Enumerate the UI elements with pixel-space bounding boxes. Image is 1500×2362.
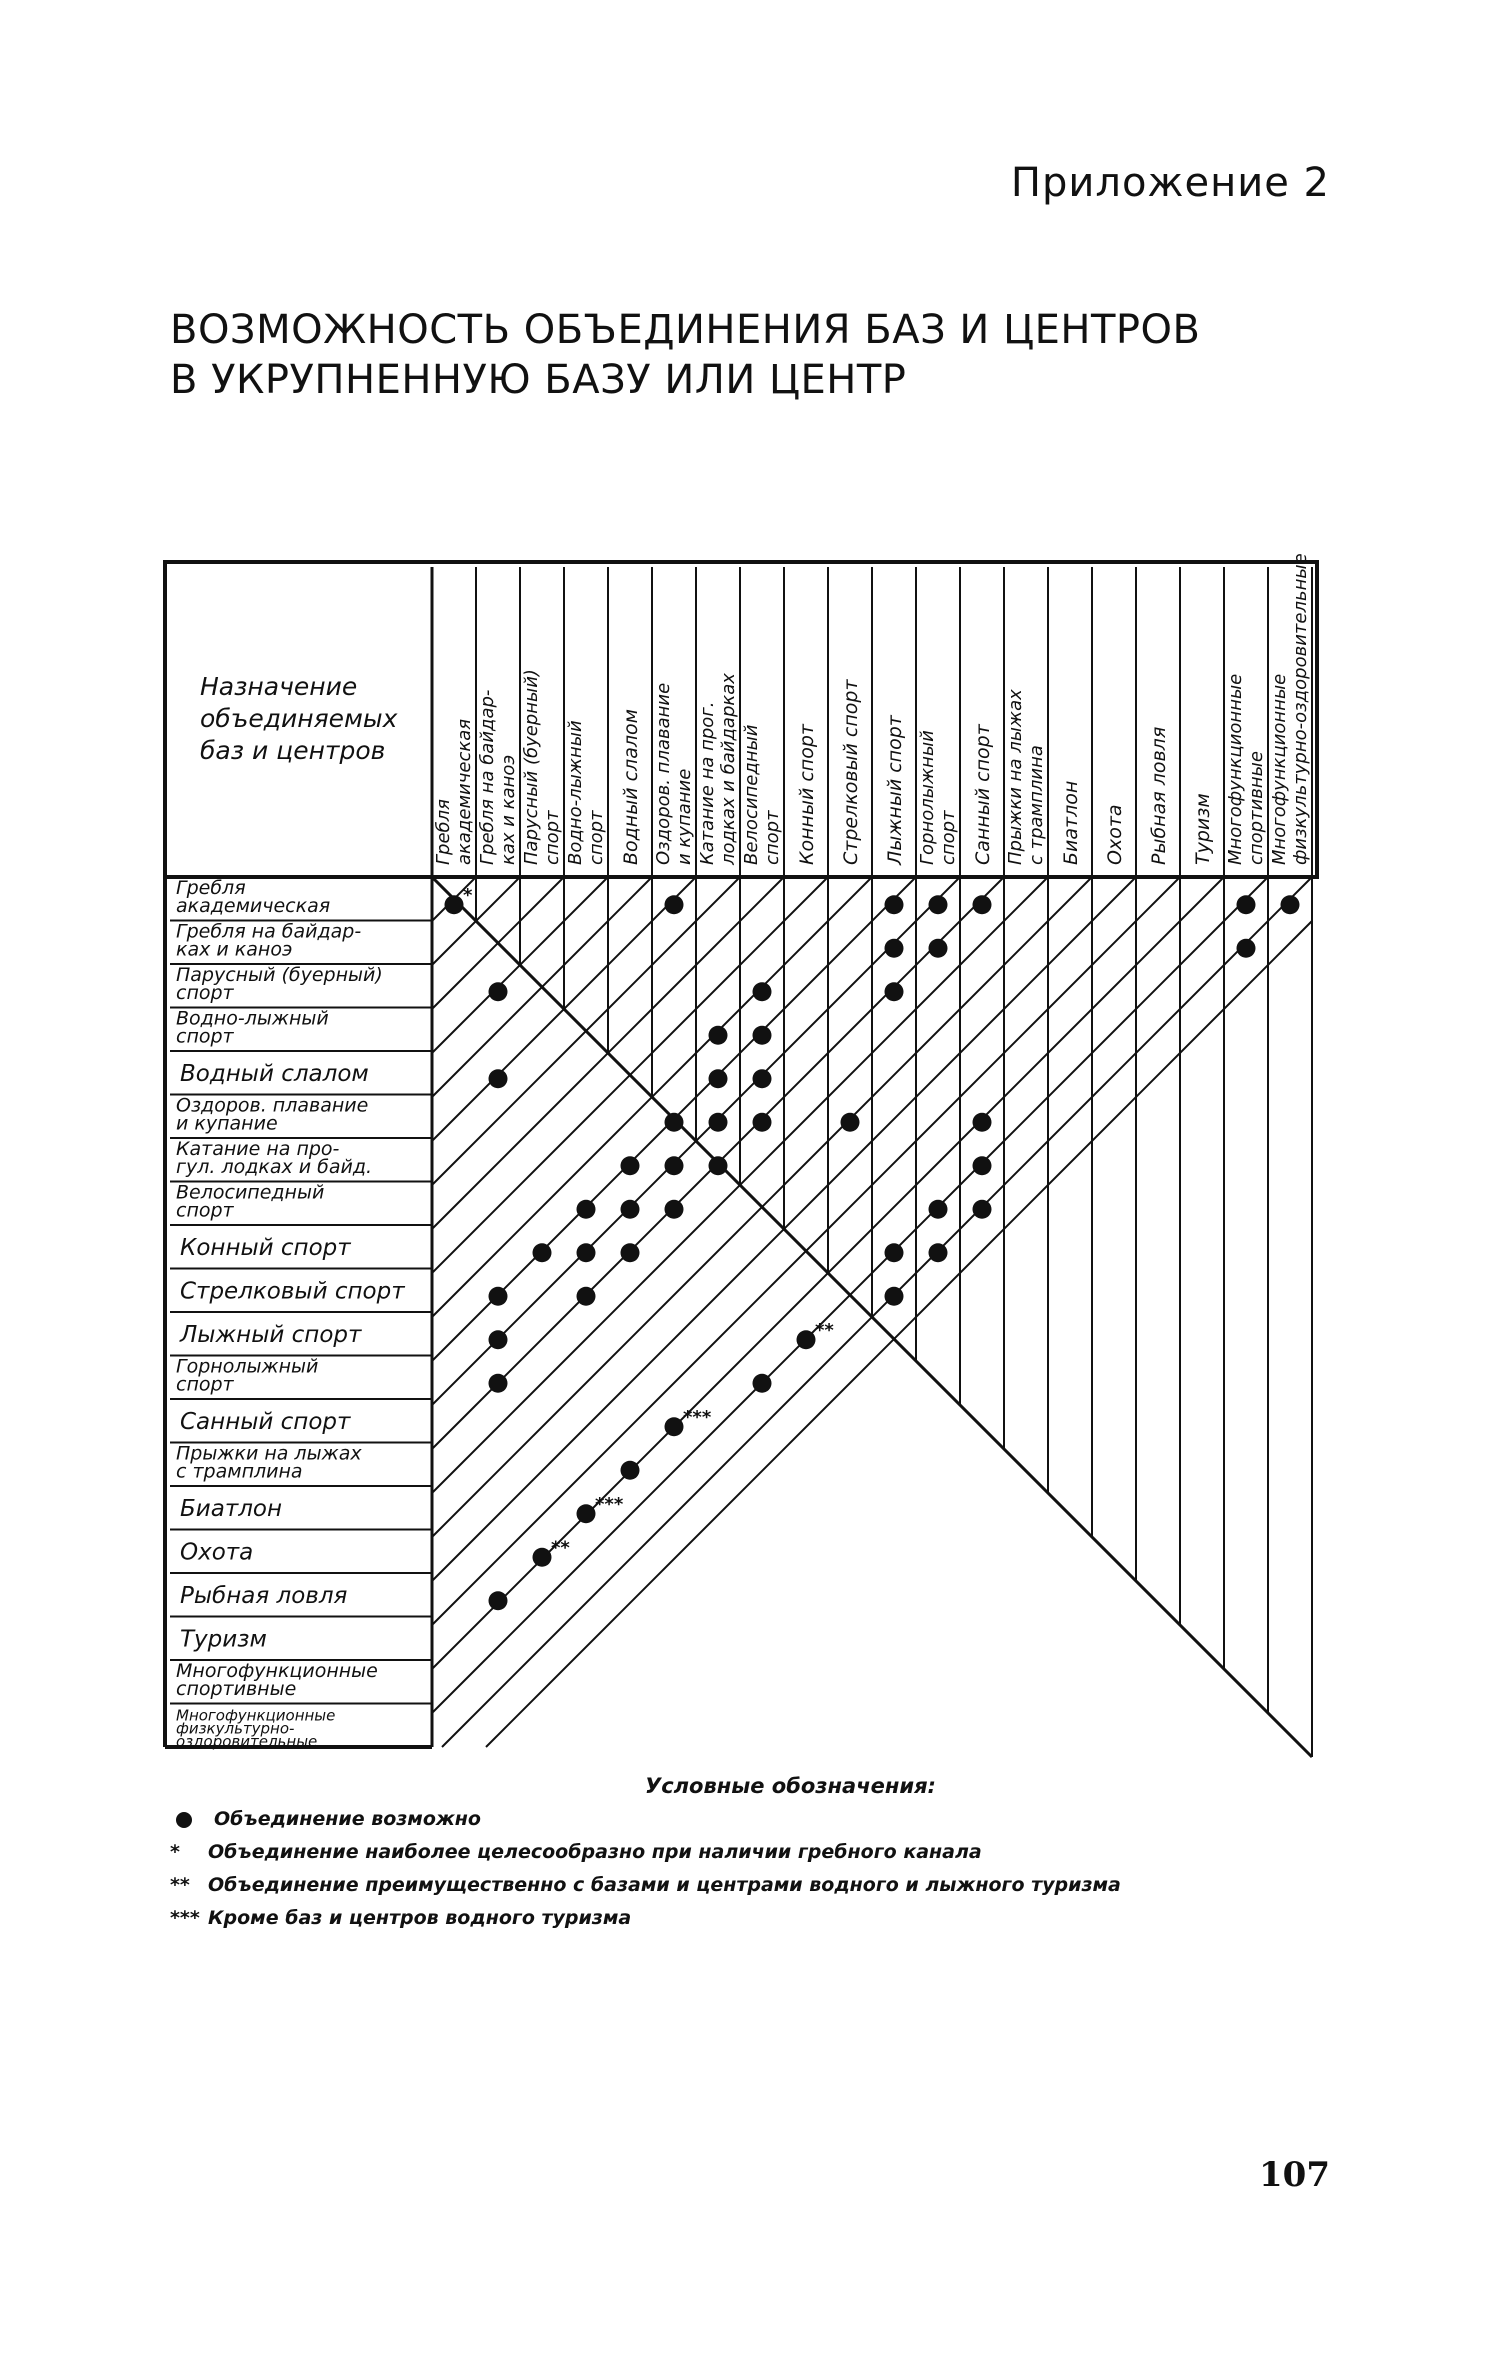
dot-mark xyxy=(1281,895,1300,914)
dot-mark xyxy=(665,1113,684,1132)
column-header-label: Охота xyxy=(1104,804,1126,865)
legend-text: Кроме баз и центров водного туризма xyxy=(208,1907,632,1929)
dot-mark xyxy=(709,1069,728,1088)
row-label: физкультурно- xyxy=(176,1719,295,1738)
asterisk-mark: ** xyxy=(551,1537,570,1559)
dot-mark xyxy=(753,1374,772,1393)
row-label: Горнолыжный xyxy=(176,1355,319,1378)
dot-mark xyxy=(885,982,904,1001)
row-label: Биатлон xyxy=(180,1495,283,1522)
dot-mark xyxy=(929,939,948,958)
legend-item-double-asterisk xyxy=(170,1869,1370,1902)
dot-mark xyxy=(621,1461,640,1480)
legend-heading: Условные обозначения: xyxy=(645,1774,936,1798)
column-header-label: физкультурно-оздоровительные xyxy=(1290,553,1311,865)
row-label: Водный слалом xyxy=(180,1060,369,1087)
row-label: Многофункционные xyxy=(176,1660,378,1682)
dot-mark xyxy=(929,1243,948,1262)
column-header-label: спорт xyxy=(586,810,607,865)
column-header-label: спорт xyxy=(762,810,783,865)
dot-mark xyxy=(621,1156,640,1175)
dot-mark xyxy=(709,1026,728,1045)
dot-mark xyxy=(753,1026,772,1045)
column-header-label: спорт xyxy=(938,810,959,865)
dot-mark xyxy=(665,1417,684,1436)
asterisk-symbol: * xyxy=(170,1841,180,1863)
row-label: оздоровительные xyxy=(176,1732,318,1751)
column-header-label: Санный спорт xyxy=(972,724,994,865)
dot-mark xyxy=(841,1113,860,1132)
column-header-label: Многофункционные xyxy=(1269,673,1290,865)
row-label: гул. лодках и байд. xyxy=(176,1156,373,1178)
dot-mark xyxy=(533,1243,552,1262)
row-label: Гребля xyxy=(176,877,246,899)
dot-mark xyxy=(577,1243,596,1262)
triple-asterisk-symbol: *** xyxy=(170,1907,200,1929)
column-header-label: Гребля xyxy=(433,799,454,865)
column-header-label: с трамплина xyxy=(1026,745,1047,865)
dot-mark xyxy=(489,982,508,1001)
hatch-line xyxy=(442,877,1312,1747)
row-label: Туризм xyxy=(180,1626,267,1653)
dot-mark xyxy=(885,1243,904,1262)
column-header-label: Водно-лыжный xyxy=(565,720,586,865)
dot-mark xyxy=(973,1156,992,1175)
column-header-label: Лыжный спорт xyxy=(884,715,906,865)
row-label: Охота xyxy=(180,1539,254,1566)
row-label: Лыжный спорт xyxy=(180,1321,362,1348)
dot-mark xyxy=(577,1504,596,1523)
hatch-line xyxy=(486,921,1312,1747)
dot-mark xyxy=(709,1156,728,1175)
column-header-label: Водный слалом xyxy=(620,709,642,865)
dot-mark xyxy=(665,1156,684,1175)
column-header-label: Гребля на байдар- xyxy=(477,689,498,865)
row-label: Гребля на байдар- xyxy=(176,920,362,943)
column-header-label: Рыбная ловля xyxy=(1148,726,1170,865)
dot-mark xyxy=(621,1243,640,1262)
title-line-2: В УКРУПНЕННУЮ БАЗУ ИЛИ ЦЕНТР xyxy=(170,357,907,403)
dot-mark xyxy=(665,895,684,914)
dot-mark xyxy=(445,895,464,914)
corner-header-label: Назначение xyxy=(200,672,358,701)
dot-mark xyxy=(753,982,772,1001)
row-label: спорт xyxy=(176,1199,234,1222)
row-label: и купание xyxy=(176,1112,278,1135)
double-asterisk-symbol: ** xyxy=(170,1874,190,1896)
column-header-label: академическая xyxy=(454,718,475,865)
dot-mark xyxy=(973,1113,992,1132)
title-line-1: ВОЗМОЖНОСТЬ ОБЪЕДИНЕНИЯ БАЗ И ЦЕНТРОВ xyxy=(170,307,1201,353)
row-label: Парусный (буерный) xyxy=(176,964,383,986)
row-label: спорт xyxy=(176,982,234,1004)
column-header-label: Биатлон xyxy=(1060,780,1082,865)
dot-mark xyxy=(577,1287,596,1306)
asterisk-mark: * xyxy=(463,884,473,906)
dot-mark xyxy=(489,1287,508,1306)
row-label: с трамплина xyxy=(176,1460,303,1483)
column-header-label: Стрелковый спорт xyxy=(840,679,862,865)
row-label: Стрелковый спорт xyxy=(180,1278,405,1305)
dot-icon xyxy=(176,1812,192,1828)
dot-mark xyxy=(797,1330,816,1349)
dot-mark xyxy=(489,1591,508,1610)
legend-item-asterisk xyxy=(170,1836,1370,1869)
column-header-label: Оздоров. плавание xyxy=(653,682,674,865)
row-label: Конный спорт xyxy=(180,1234,351,1261)
dot-mark xyxy=(885,939,904,958)
legend-text: Объединение наиболее целесообразно при наличии гребного канала xyxy=(208,1841,982,1863)
column-header-label: Конный спорт xyxy=(796,724,818,865)
dot-mark xyxy=(885,895,904,914)
column-header-label: Туризм xyxy=(1192,793,1214,865)
dot-mark xyxy=(489,1069,508,1088)
row-label: Водно-лыжный xyxy=(176,1007,329,1030)
column-header-label: ках и каноэ xyxy=(498,754,519,865)
dot-mark xyxy=(753,1069,772,1088)
column-header-label: Прыжки на лыжах xyxy=(1005,689,1026,865)
row-label: Прыжки на лыжах xyxy=(176,1442,362,1465)
column-header-label: Горнолыжный xyxy=(917,730,938,865)
page-number: 107 xyxy=(1259,2155,1330,2195)
dot-mark xyxy=(577,1200,596,1219)
row-label: Рыбная ловля xyxy=(180,1582,348,1609)
legend-item-dot xyxy=(170,1803,1370,1836)
legend-item-triple-asterisk xyxy=(170,1902,1370,1935)
row-label: спорт xyxy=(176,1373,234,1396)
dot-mark xyxy=(1237,895,1256,914)
dot-mark xyxy=(973,1200,992,1219)
dot-mark xyxy=(973,895,992,914)
column-header-label: и купание xyxy=(674,768,695,865)
column-header-label: Велосипедный xyxy=(741,724,762,865)
dot-mark xyxy=(709,1113,728,1132)
legend-text: Объединение преимущественно с базами и центрами водного и лыжного туризма xyxy=(208,1874,1121,1896)
dot-mark xyxy=(489,1330,508,1349)
dot-mark xyxy=(489,1374,508,1393)
asterisk-mark: ** xyxy=(815,1319,834,1341)
row-label: спортивные xyxy=(176,1678,297,1700)
dot-mark xyxy=(665,1200,684,1219)
row-label: спорт xyxy=(176,1025,234,1048)
corner-header-label: объединяемых xyxy=(200,704,398,733)
column-header-label: Многофункционные xyxy=(1225,673,1246,865)
row-label: академическая xyxy=(176,895,331,917)
dot-mark xyxy=(753,1113,772,1132)
column-header-label: лодках и байдарках xyxy=(718,673,739,865)
dot-mark xyxy=(621,1200,640,1219)
dot-mark xyxy=(533,1548,552,1567)
row-label: Велосипедный xyxy=(176,1181,325,1204)
appendix-label: Приложение 2 xyxy=(1010,160,1330,206)
column-header-label: спорт xyxy=(542,810,563,865)
column-header-label: Катание на прог. xyxy=(697,701,718,865)
column-header-label: спортивные xyxy=(1246,751,1267,865)
row-label: Многофункционные xyxy=(176,1706,336,1725)
dot-mark xyxy=(1237,939,1256,958)
row-label: Оздоров. плавание xyxy=(176,1094,369,1117)
asterisk-mark: *** xyxy=(595,1493,624,1515)
corner-header-label: баз и центров xyxy=(200,736,386,765)
dot-mark xyxy=(929,895,948,914)
row-label: Санный спорт xyxy=(180,1408,351,1435)
row-label: Катание на про- xyxy=(176,1138,340,1160)
dot-mark xyxy=(885,1287,904,1306)
asterisk-mark: *** xyxy=(683,1406,712,1428)
legend-text: Объединение возможно xyxy=(214,1808,481,1830)
row-label: ках и каноэ xyxy=(176,938,293,961)
legend xyxy=(170,1770,1370,1935)
dot-mark xyxy=(929,1200,948,1219)
column-header-label: Парусный (буерный) xyxy=(521,669,542,865)
